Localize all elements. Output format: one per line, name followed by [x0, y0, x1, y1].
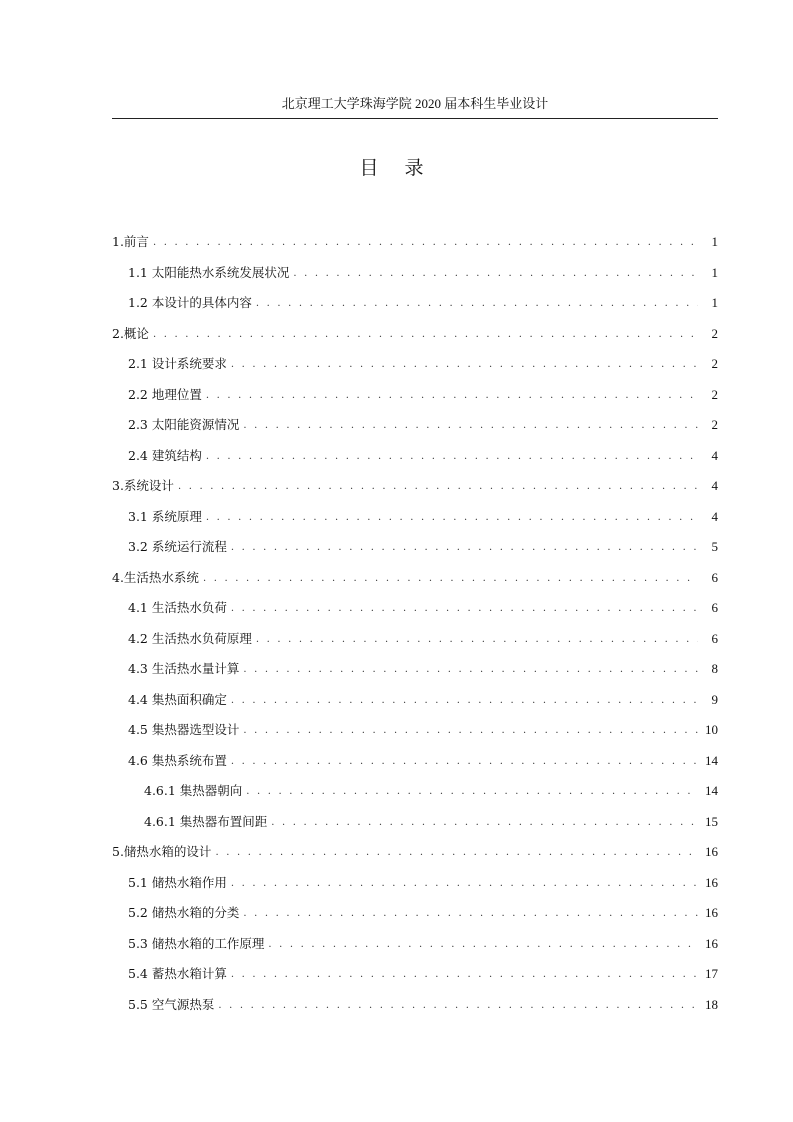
- dot-leader: [231, 359, 698, 370]
- toc-entry-label: 5.2 储热水箱的分类: [128, 905, 240, 920]
- toc-entry[interactable]: [112, 964, 718, 995]
- toc-entry-page: 4: [711, 508, 718, 524]
- toc-entry[interactable]: [112, 385, 718, 416]
- dot-leader: [203, 573, 698, 584]
- toc-entry-page: 2: [711, 417, 718, 432]
- dot-leader: [243, 420, 698, 431]
- toc-entry[interactable]: [112, 720, 718, 751]
- toc-entry-page: 15: [705, 813, 718, 829]
- toc-entry[interactable]: [112, 415, 718, 446]
- toc-entry-label: 3.系统设计: [112, 478, 174, 493]
- toc-entry-label: 4.6.1 集热器布置间距: [144, 813, 268, 829]
- dot-leader: [246, 786, 698, 797]
- toc-entry[interactable]: [112, 659, 718, 690]
- dot-leader: [243, 908, 698, 919]
- toc-entry-page: 14: [705, 752, 718, 768]
- dot-leader: [178, 481, 698, 492]
- toc-entry-page: 9: [711, 691, 718, 707]
- dot-leader: [153, 329, 698, 340]
- toc-entry-label: 4.3 生活热水量计算: [128, 661, 240, 676]
- toc-entry-label: 4.1 生活热水负荷: [128, 600, 227, 615]
- toc-entry-page: 2: [711, 386, 718, 402]
- toc-entry-label: 4.5 集热器选型设计: [128, 722, 240, 737]
- dot-leader: [256, 298, 698, 309]
- toc-entry-label: 4.6 集热系统布置: [128, 752, 227, 768]
- toc-entry[interactable]: [112, 690, 718, 721]
- toc-entry[interactable]: [112, 232, 718, 263]
- toc-entry-page: 5: [711, 539, 718, 554]
- toc-entry-label: 1.前言: [112, 234, 149, 249]
- toc-entry-label: 5.4 蓄热水箱计算: [128, 966, 227, 981]
- toc-entry-page: 18: [705, 996, 718, 1012]
- dot-leader: [206, 512, 698, 523]
- toc-entry[interactable]: [112, 751, 718, 782]
- toc-entry-label: 2.2 地理位置: [128, 386, 202, 402]
- toc-entry-page: 16: [705, 844, 718, 859]
- toc-entry-page: 1: [711, 234, 718, 249]
- dot-leader: [206, 451, 698, 462]
- toc-entry-label: 3.2 系统运行流程: [128, 539, 227, 554]
- toc-entry-label: 2.4 建筑结构: [128, 447, 202, 463]
- toc-entry-page: 16: [705, 874, 718, 890]
- toc-entry-page: 1: [711, 264, 718, 280]
- dot-leader: [153, 237, 698, 248]
- toc-entry-page: 17: [705, 966, 718, 981]
- toc-entry-label: 2.1 设计系统要求: [128, 356, 227, 371]
- toc-entry-label: 4.生活热水系统: [112, 569, 199, 585]
- toc-entry-page: 6: [711, 630, 718, 646]
- dot-leader: [218, 1000, 698, 1011]
- toc-entry-page: 14: [705, 783, 718, 798]
- toc-entry-label: 5.3 储热水箱的工作原理: [128, 935, 265, 951]
- dot-leader: [268, 939, 698, 950]
- toc-entry[interactable]: [112, 568, 718, 599]
- toc-entry-label: 1.1 太阳能热水系统发展状况: [128, 264, 290, 280]
- toc-entry[interactable]: [112, 598, 718, 629]
- toc-entry-label: 5.5 空气源热泵: [128, 996, 215, 1012]
- toc-entry[interactable]: [112, 781, 718, 812]
- toc-entry[interactable]: [112, 324, 718, 355]
- toc-entry[interactable]: [112, 537, 718, 568]
- toc-entry-label: 5.1 储热水箱作用: [128, 874, 227, 890]
- dot-leader: [231, 542, 698, 553]
- toc-entry-label: 4.6.1 集热器朝向: [144, 783, 243, 798]
- dot-leader: [256, 634, 698, 645]
- dot-leader: [231, 969, 698, 980]
- toc-entry-label: 2.概论: [112, 325, 149, 341]
- page-header: 北京理工大学珠海学院 2020 届本科生毕业设计: [281, 96, 549, 111]
- toc-entry[interactable]: [112, 354, 718, 385]
- toc-entry-page: 16: [705, 935, 718, 951]
- toc-title: 目 录: [359, 157, 434, 179]
- toc-entry[interactable]: [112, 507, 718, 538]
- dot-leader: [231, 878, 698, 889]
- dot-leader: [293, 268, 698, 279]
- toc-entry[interactable]: [112, 476, 718, 507]
- toc-entry-label: 5.储热水箱的设计: [112, 844, 212, 859]
- toc-entry[interactable]: [112, 812, 718, 843]
- toc-entry[interactable]: [112, 995, 718, 1026]
- toc-entry[interactable]: [112, 263, 718, 294]
- toc-entry-page: 10: [705, 722, 718, 737]
- dot-leader: [206, 390, 698, 401]
- toc-entry-label: 4.2 生活热水负荷原理: [128, 630, 252, 646]
- dot-leader: [231, 756, 698, 767]
- toc-entry-page: 16: [705, 905, 718, 920]
- toc-entry-page: 2: [711, 325, 718, 341]
- toc-entry-page: 4: [711, 447, 718, 463]
- table-of-contents: [112, 232, 718, 1025]
- header-divider: [112, 118, 718, 119]
- toc-entry[interactable]: [112, 293, 718, 324]
- toc-entry[interactable]: [112, 842, 718, 873]
- toc-entry-page: 1: [711, 295, 718, 310]
- dot-leader: [215, 847, 698, 858]
- toc-entry[interactable]: [112, 903, 718, 934]
- dot-leader: [243, 664, 698, 675]
- toc-entry-page: 8: [711, 661, 718, 676]
- toc-entry-page: 4: [711, 478, 718, 493]
- toc-entry[interactable]: [112, 446, 718, 477]
- toc-entry-label: 1.2 本设计的具体内容: [128, 295, 252, 310]
- dot-leader: [271, 817, 698, 828]
- toc-entry-page: 6: [711, 569, 718, 585]
- toc-entry-label: 2.3 太阳能资源情况: [128, 417, 240, 432]
- dot-leader: [243, 725, 698, 736]
- dot-leader: [231, 695, 698, 706]
- toc-entry-page: 2: [711, 356, 718, 371]
- toc-entry[interactable]: [112, 629, 718, 660]
- toc-entry[interactable]: [112, 934, 718, 965]
- toc-entry-label: 3.1 系统原理: [128, 508, 202, 524]
- toc-entry-page: 6: [711, 600, 718, 615]
- toc-entry-label: 4.4 集热面积确定: [128, 691, 227, 707]
- dot-leader: [231, 603, 698, 614]
- toc-entry[interactable]: [112, 873, 718, 904]
